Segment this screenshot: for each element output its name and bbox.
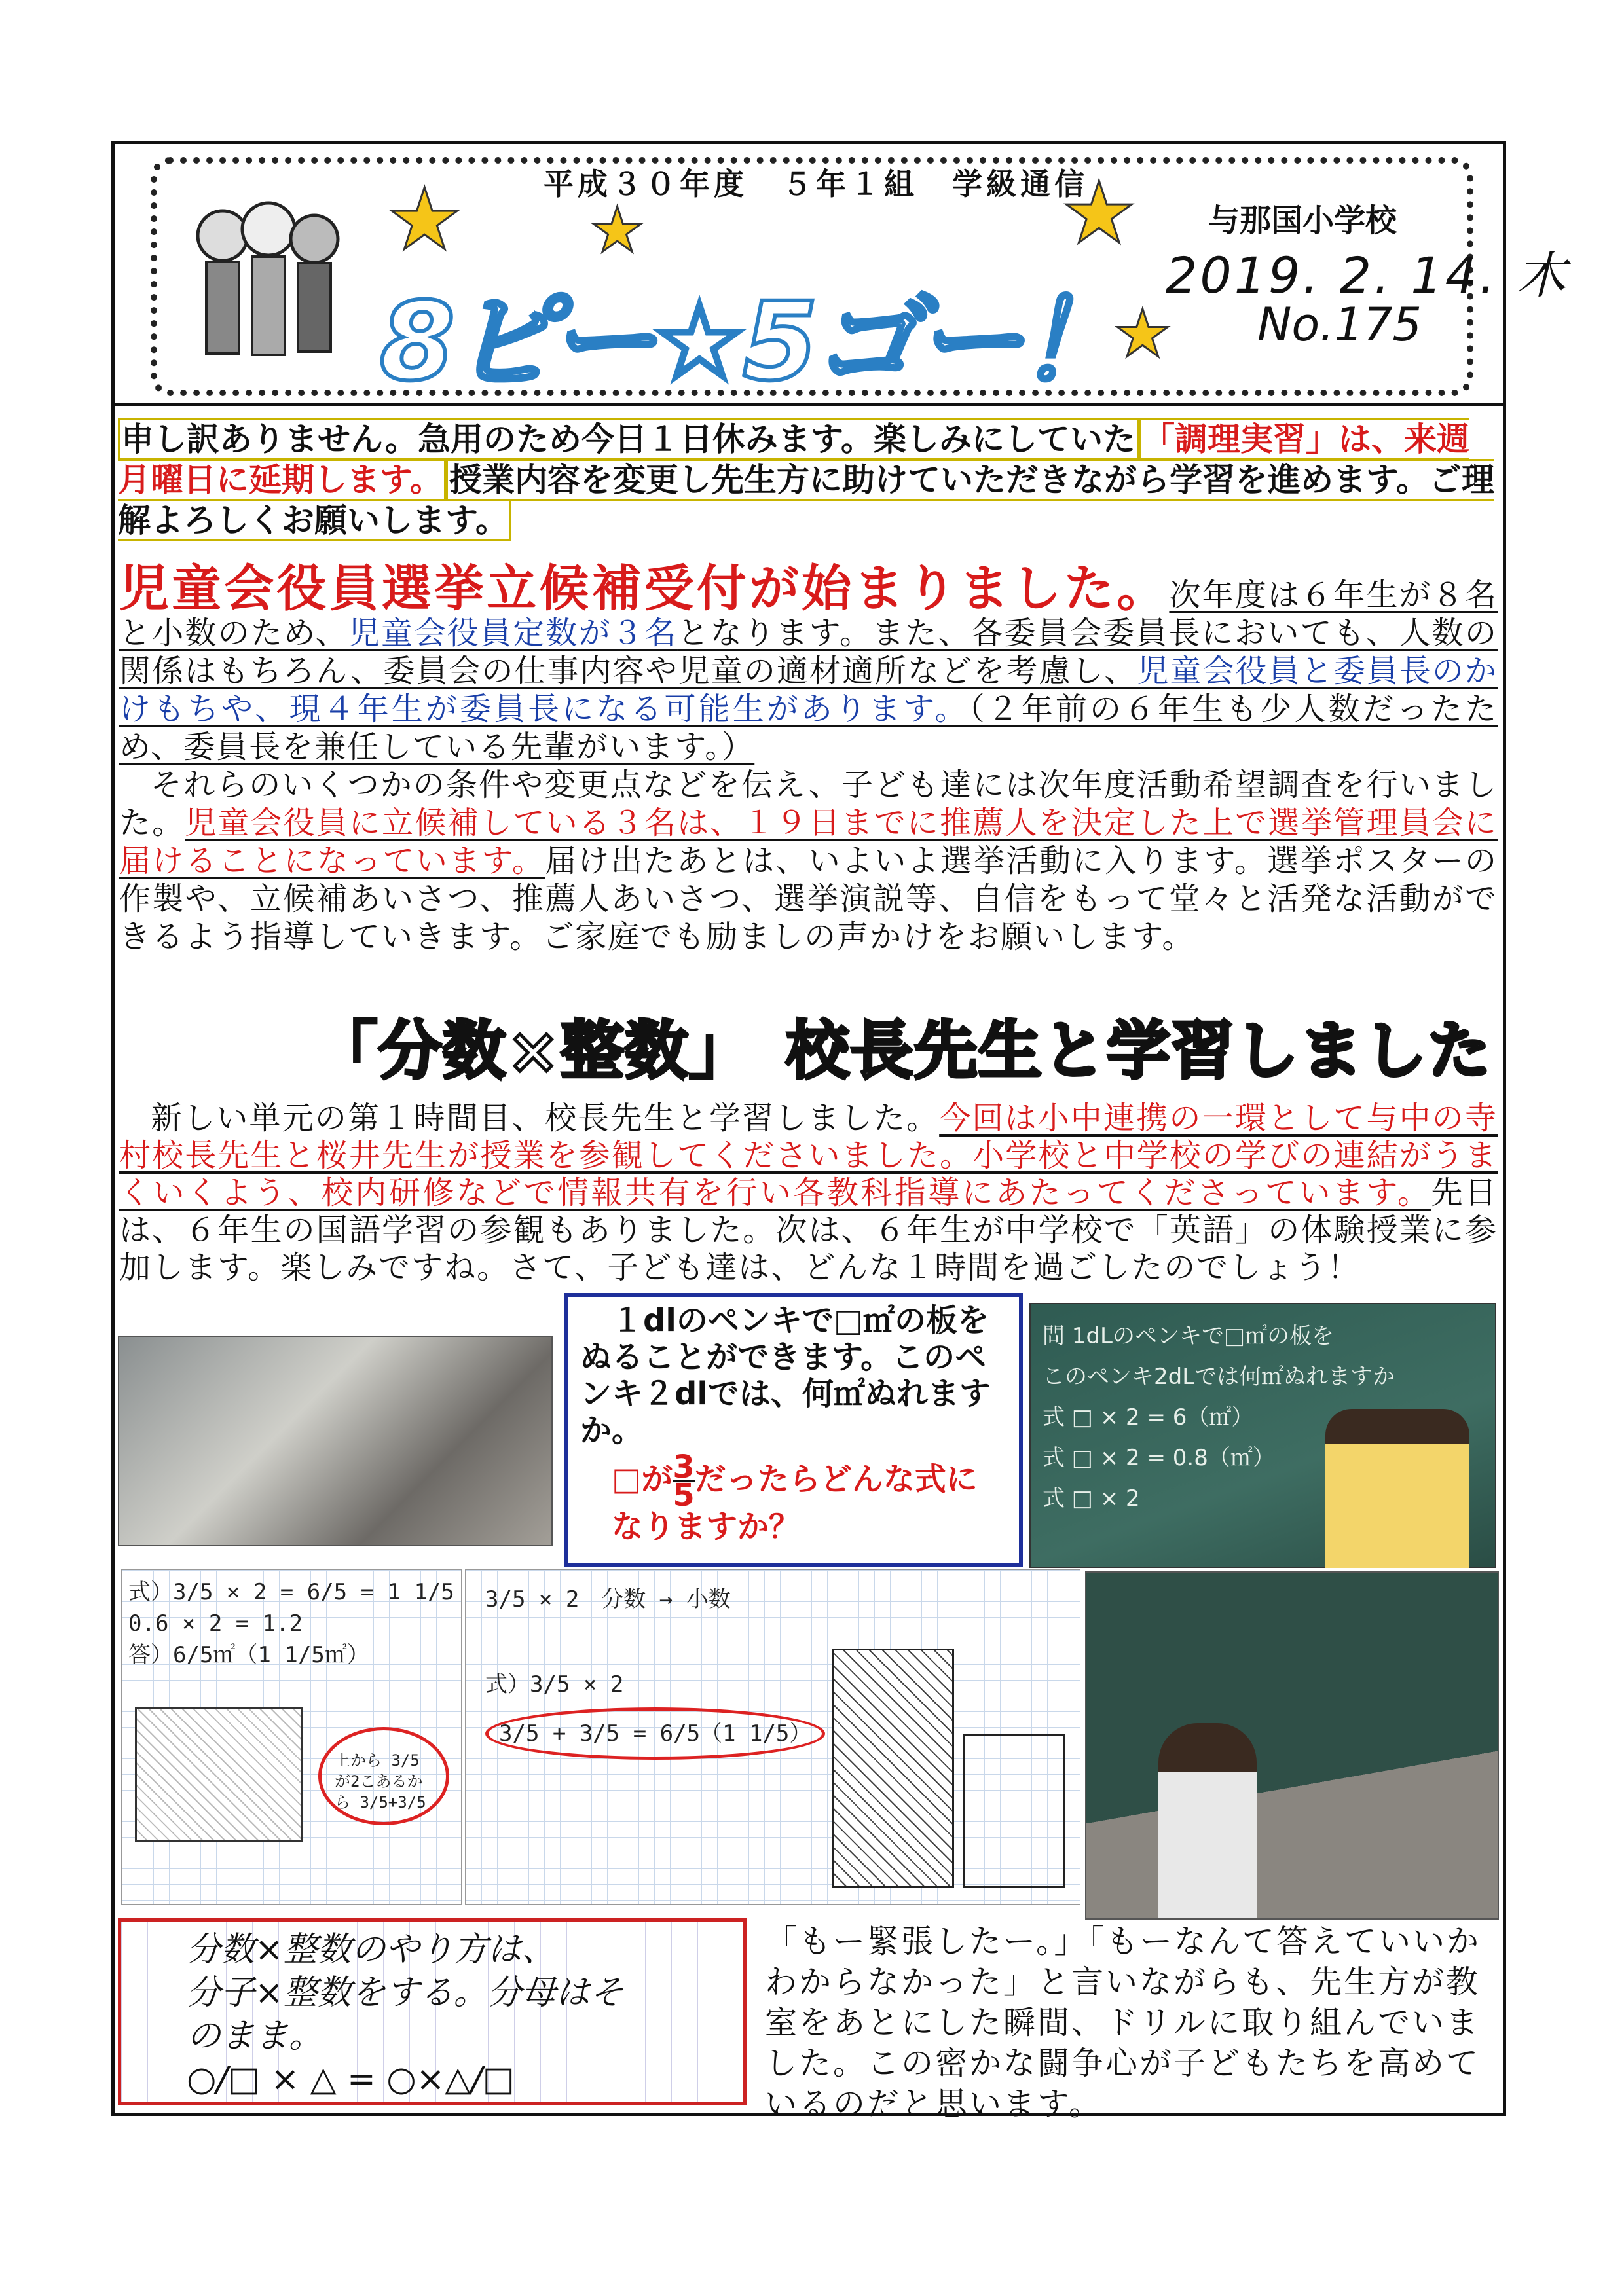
fraction [673,1449,695,1514]
article-math [119,1100,1498,1286]
closing-paragraph: 「もー緊張したー。」「もーなんて答えていいかわからなかった」と言いながらも、先生方が教室をあとにした瞬間、ドリルに取り組んでいました。この密かな闘争心が子どもたちを高めているのだと思います。 [765,1923,1481,2123]
notice-text: 授業内容を変更し先生方に助けていただきながら学習を進めます。ご理解よろしくお願いします。 [118,459,1494,541]
star-icon: ★ [1113,295,1172,372]
fraction-denominator: 5 [673,1477,695,1514]
star-icon: ★ [1061,163,1137,263]
article-text: （２年前の６年生も少人数だったため、委員長を兼任している先輩がいます。） [119,691,1498,765]
article-election [119,559,1498,956]
student-figure [1158,1723,1257,1918]
children-illustration [183,196,354,367]
board-text: 問 1dLのペンキで□㎡の板を [1043,1323,1335,1349]
question-red-text: □が [612,1461,673,1498]
board-text: 式 □ × 2 [1043,1485,1140,1512]
worksheet-text: 式）3/5 × 2 = 6/5 = 1 1/5 [128,1579,454,1605]
handwritten-summary [118,1918,747,2105]
issue-date: 2019. 2. 14. 木 [1166,246,1569,304]
star-icon: ★ [386,170,463,269]
article-heading-math: 「分数×整数」 校長先生と学習しました [314,1014,1492,1087]
article-highlight: 児童会役員に立候補している３名は、１９日までに推薦人を決定した上で選挙管理員会に届けることになっています。 [119,805,1498,879]
article-text: となります。また、各委員会委員長においても、人数の関係はもちろん、委員会の仕事内容や児童の適材適所などを考慮し、 [119,615,1498,689]
note-text: のまま。 [187,2016,323,2056]
circled-note: 上から 3/5が2こあるから 3/5+3/5 [318,1727,449,1825]
student-worksheet-1 [121,1569,462,1905]
worksheet-text: 0.6 × 2 = 1.2 [128,1611,303,1637]
question-box [564,1293,1023,1567]
school-name: 与那国小学校 [1208,202,1397,239]
fraction-numerator: 3 [673,1449,695,1485]
newsletter-title: 8ピー☆5ゴー！ [380,279,1121,405]
area-diagram [832,1649,954,1888]
article-paragraph [119,766,1498,956]
student-presenting-photo [1085,1571,1499,1920]
question-followup [580,1449,1007,1545]
worksheet-text: 式）3/5 × 2 [485,1671,624,1698]
worksheet-text: 3/5 × 2 分数 → 小数 [485,1586,731,1613]
question-red-text: だったらどんな式になりますか？ [612,1461,978,1545]
note-formula: ○/□ × △ = ○×△/□ [187,2060,515,2099]
worksheet-text: 答）6/5㎡（1 1/5㎡） [128,1642,369,1668]
question-text: １dlのペンキで□㎡の板をぬることができます。このペンキ２dlでは、何㎡ぬれますか。 [580,1302,991,1449]
note-text: 分子×整数をする。分母はそ [187,1973,624,2013]
student-worksheet-2 [465,1569,1080,1905]
article-heading: 児童会役員選挙立候補受付が始まりました。 [119,559,1170,617]
article-highlight: 児童会役員定数が３名 [348,615,678,651]
chalkboard-photo [1029,1303,1496,1568]
article-text: それらのいくつかの条件や変更点などを伝え、子ども達には次年度活動希望調査を行いました。 [119,767,1498,841]
board-text: 式 □ × 2 = 0.8（㎡） [1043,1445,1275,1471]
article-highlight: 今回は小中連携の一環として与中の寺村校長先生と桜井先生が授業を参観してくださいました。小学校と中学校の学びの連結がうまくいくよう、校内研修などで情報共有を行い各教科指導にあたってくださっています。 [119,1100,1498,1211]
area-diagram [135,1707,303,1842]
article-text: 先日は、６年生の国語学習の参観もありました。次は、６年生が中学校で「英語」の体験授業に参加します。楽しみですね。さて、子ども達は、どんな１時間を過ごしたのでしょう！ [119,1175,1498,1286]
absence-notice [118,419,1500,541]
board-text: このペンキ2dLでは何㎡ぬれますか [1043,1364,1395,1390]
classroom-photo [118,1336,553,1546]
article-highlight: 児童会役員と委員長のかけもちや、現４年生が委員長になる可能生があります。 [119,653,1498,727]
area-diagram [963,1734,1065,1888]
article-text: 届け出たあとは、いよいよ選挙活動に入ります。選挙ポスターの作製や、立候補あいさつ、推薦人あいさつ、選挙演説等、自信をもって堂々と活発な活動ができるよう指導していきます。ご家庭でも励ましの声かけをお願いします。 [119,843,1498,955]
worksheet-answer: 3/5 + 3/5 = 6/5（1 1/5） [485,1707,825,1760]
star-icon: ★ [589,194,646,266]
note-text: 分数×整数のやり方は、 [187,1930,556,1969]
notice-text: 申し訳ありません。急用のため今日１日休みます。楽しみにしていた [118,418,1139,460]
newsletter-subtitle: 平成３０年度 ５年１組 学級通信 [544,166,1088,202]
board-text: 式 □ × 2 = 6（㎡） [1043,1404,1254,1430]
article-text: 新しい単元の第１時間目、校長先生と学習しました。 [151,1100,940,1137]
issue-number: No.175 [1257,298,1422,352]
article-text: 次年度は６年生が８名と小数のため、 [119,577,1498,651]
notice-postponed: 「調理実習」は、来週月曜日に延期します。 [118,418,1469,501]
